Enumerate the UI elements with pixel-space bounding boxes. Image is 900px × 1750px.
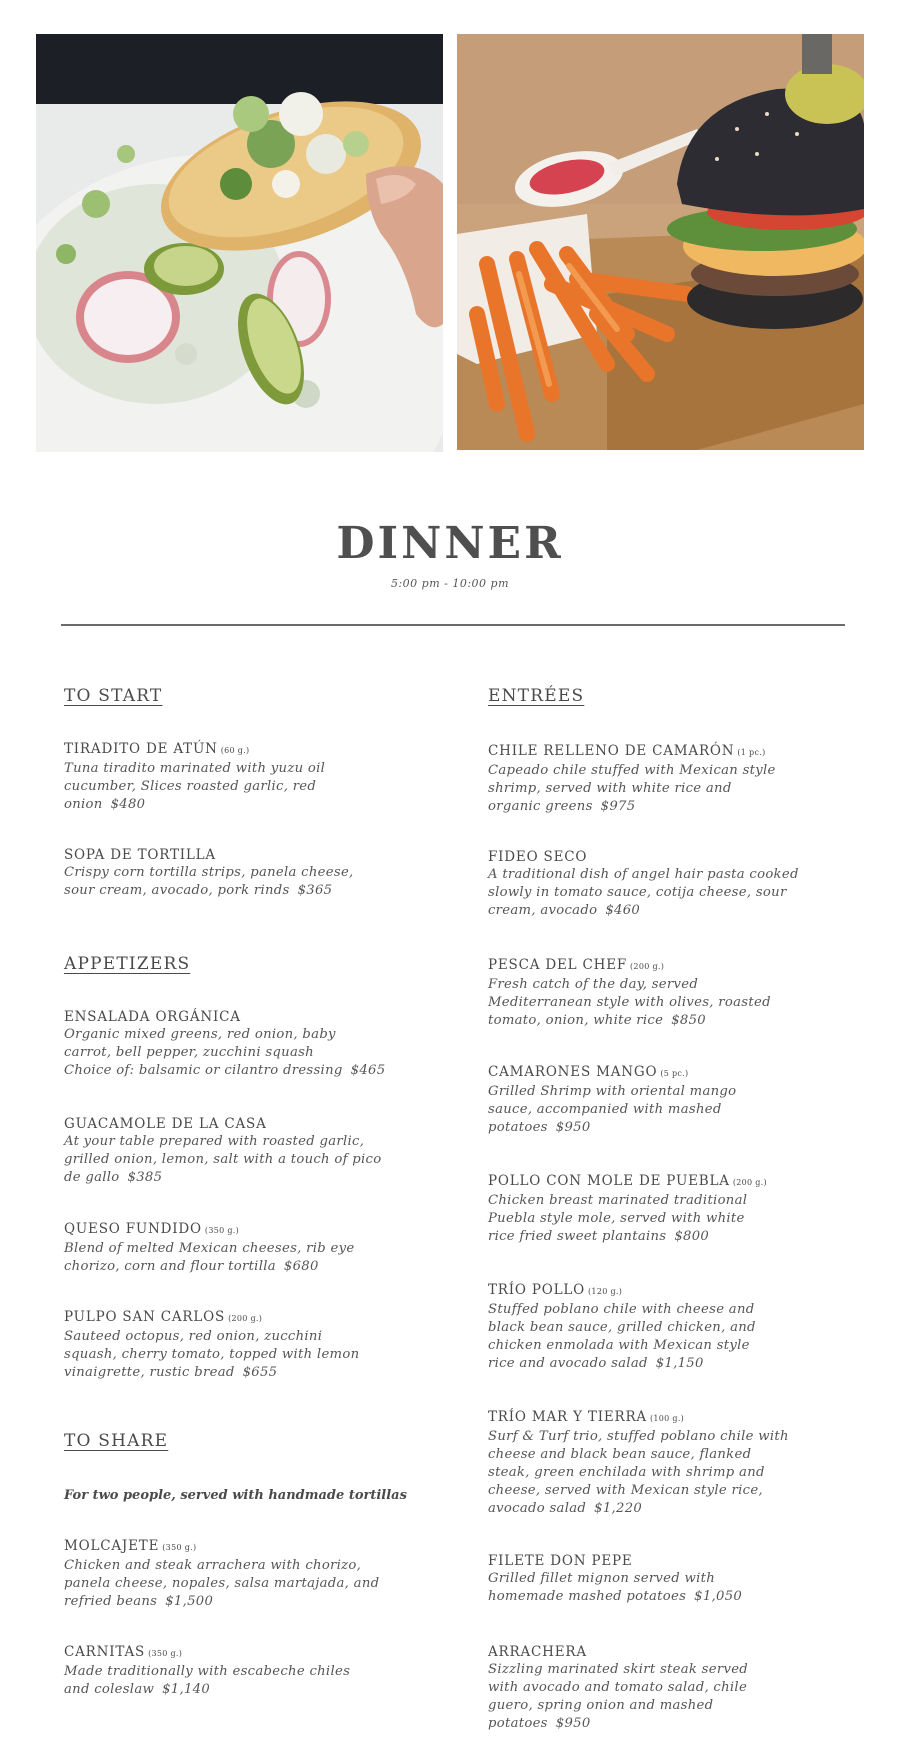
item-name: CHILE RELLENO DE CAMARÓN <box>488 743 735 759</box>
menu-item <box>64 1643 350 1699</box>
item-desc-line: Sauteed octopus, red onion, zucchini <box>64 1329 323 1344</box>
item-desc-line: Chicken and steak arrachera with chorizo, <box>64 1558 362 1573</box>
menu-item <box>64 1220 354 1276</box>
item-desc-line: cucumber, Slices roasted garlic, red <box>64 779 317 794</box>
tostada-photo <box>36 34 443 452</box>
item-portion: (5 pc.) <box>660 1069 689 1078</box>
item-desc-line: Fresh catch of the day, served <box>488 977 699 992</box>
item-price: $800 <box>674 1229 710 1244</box>
item-desc-line: chicken enmolada with Mexican style <box>488 1338 750 1353</box>
section-title-to-start: TO START <box>64 686 163 706</box>
item-price: $1,500 <box>165 1594 214 1609</box>
burger-photo <box>457 34 864 450</box>
menu-item <box>488 1643 748 1733</box>
item-desc-line: Blend of melted Mexican cheeses, rib eye <box>64 1241 355 1256</box>
item-desc-line: Grilled Shrimp with oriental mango <box>488 1084 737 1099</box>
item-portion: (60 g.) <box>220 746 250 755</box>
item-desc-line: Sizzling marinated skirt steak served <box>488 1662 749 1677</box>
item-name: FIDEO SECO <box>488 849 588 865</box>
item-price: $975 <box>600 799 636 814</box>
item-desc-line: rice fried sweet plantains <box>488 1229 667 1244</box>
item-desc-line: At your table prepared with roasted garlic, <box>64 1134 365 1149</box>
menu-item <box>64 740 325 814</box>
section-title-to-share: TO SHARE <box>64 1431 169 1451</box>
item-price: $850 <box>671 1013 706 1028</box>
section-appetizers <box>64 954 190 974</box>
menu-header <box>0 516 900 590</box>
item-desc-line: homemade mashed potatoes <box>488 1589 687 1604</box>
item-desc-line: Organic mixed greens, red onion, baby <box>64 1027 336 1042</box>
item-portion: (350 g.) <box>148 1649 183 1658</box>
item-desc-line: de gallo <box>64 1170 120 1185</box>
to-share-note <box>64 1488 407 1503</box>
item-price: $460 <box>605 903 641 918</box>
item-desc-line: Capeado chile stuffed with Mexican style <box>488 763 776 778</box>
item-name: FILETE DON PEPE <box>488 1553 633 1569</box>
item-desc-line: cheese, served with Mexican style rice, <box>488 1483 763 1498</box>
menu-item <box>64 846 354 900</box>
item-desc-line: and coleslaw <box>64 1682 155 1697</box>
menu-hours: 5:00 pm - 10:00 pm <box>390 577 510 590</box>
item-name: QUESO FUNDIDO <box>64 1221 202 1237</box>
item-desc-line: shrimp, served with white rice and <box>488 781 732 796</box>
menu-item <box>64 1115 381 1187</box>
item-name: TIRADITO DE ATÚN <box>64 741 218 757</box>
item-desc-line: Grilled fillet mignon served with <box>488 1571 716 1586</box>
item-price: $1,050 <box>694 1589 743 1604</box>
item-desc-line: potatoes <box>488 1716 548 1731</box>
item-desc-line: grilled onion, lemon, salt with a touch of pico <box>64 1152 382 1167</box>
item-name: PULPO SAN CARLOS <box>64 1309 226 1325</box>
section-title-appetizers: APPETIZERS <box>64 954 191 974</box>
item-desc-line: cheese and black bean sauce, flanked <box>488 1447 752 1462</box>
section-title-entrees: ENTRÉES <box>488 686 585 706</box>
item-price: $465 <box>350 1063 386 1078</box>
item-portion: (100 g.) <box>649 1414 685 1423</box>
section-to-share <box>64 1431 168 1451</box>
item-price: $1,150 <box>655 1356 704 1371</box>
item-desc-line: Crispy corn tortilla strips, panela cheese, <box>64 865 354 880</box>
item-desc-line: black bean sauce, grilled chicken, and <box>488 1320 756 1335</box>
item-portion: (200 g.) <box>228 1314 263 1323</box>
item-name: ARRACHERA <box>488 1644 587 1660</box>
menu-item <box>64 1308 359 1382</box>
item-desc-line: Tuna tiradito marinated with yuzu oil <box>64 761 326 776</box>
item-price: $680 <box>283 1259 319 1274</box>
item-name: CAMARONES MANGO <box>488 1064 658 1080</box>
header-divider <box>61 624 845 626</box>
item-desc-line: squash, cherry tomato, topped with lemon <box>64 1347 360 1362</box>
item-desc-line: Made traditionally with escabeche chiles <box>64 1664 351 1679</box>
item-portion: (120 g.) <box>588 1287 623 1296</box>
item-desc-line: slowly in tomato sauce, cotija cheese, sour <box>488 885 787 900</box>
menu-title: DINNER <box>336 518 564 569</box>
item-price: $1,220 <box>594 1501 643 1516</box>
item-desc-line: Mediterranean style with olives, roasted <box>488 995 771 1010</box>
item-name: TRÍO MAR Y TIERRA <box>488 1409 647 1425</box>
item-name: TRÍO POLLO <box>488 1282 586 1298</box>
item-desc-line: panela cheese, nopales, salsa martajada, and <box>64 1576 380 1591</box>
menu-item <box>488 848 799 920</box>
section-to-start <box>64 686 162 706</box>
to-share-note-text: For two people, served with handmade tortillas <box>64 1488 407 1503</box>
item-name: GUACAMOLE DE LA CASA <box>64 1116 267 1132</box>
item-desc-line: Stuffed poblano chile with cheese and <box>488 1302 755 1317</box>
item-desc-line: organic greens <box>488 799 593 814</box>
item-desc-line: rice and avocado salad <box>488 1356 648 1371</box>
menu-item <box>64 1537 379 1611</box>
item-desc-line: onion <box>64 797 103 812</box>
item-desc-line: carrot, bell pepper, zucchini squash <box>64 1045 314 1060</box>
section-entrees <box>488 686 584 706</box>
menu-item <box>488 1552 742 1606</box>
item-name: ENSALADA ORGÁNICA <box>64 1009 241 1025</box>
item-price: $950 <box>555 1120 591 1135</box>
item-desc-line: cream, avocado <box>488 903 598 918</box>
item-desc-line: tomato, onion, white rice <box>488 1013 664 1028</box>
item-desc-line: potatoes <box>488 1120 548 1135</box>
item-price: $480 <box>110 797 146 812</box>
item-name: POLLO CON MOLE DE PUEBLA <box>488 1173 730 1189</box>
item-desc-line: guero, spring onion and mashed <box>488 1698 714 1713</box>
item-desc-line: Puebla style mole, served with white <box>488 1211 745 1226</box>
item-desc-line: vinaigrette, rustic bread <box>64 1365 235 1380</box>
menu-item <box>488 1281 756 1373</box>
item-name: CARNITAS <box>64 1644 146 1660</box>
item-portion: (200 g.) <box>732 1178 767 1187</box>
item-desc-line: Chicken breast marinated traditional <box>488 1193 748 1208</box>
item-portion: (350 g.) <box>204 1226 240 1235</box>
menu-item <box>488 1408 789 1518</box>
item-name: MOLCAJETE <box>64 1538 160 1554</box>
item-price: $1,140 <box>162 1682 211 1697</box>
menu-item <box>488 1172 767 1246</box>
item-desc-line: avocado salad <box>488 1501 587 1516</box>
item-desc-line: Choice of: balsamic or cilantro dressing <box>64 1063 343 1078</box>
menu-item <box>488 1063 736 1137</box>
item-desc-line: steak, green enchilada with shrimp and <box>488 1465 765 1480</box>
item-portion: (200 g.) <box>630 962 665 971</box>
item-desc-line: A traditional dish of angel hair pasta cooked <box>488 867 799 882</box>
menu-item <box>488 956 771 1030</box>
menu-item <box>64 1008 385 1080</box>
item-portion: (350 g.) <box>162 1543 197 1552</box>
item-price: $950 <box>555 1716 591 1731</box>
item-desc-line: with avocado and tomato salad, chile <box>488 1680 748 1695</box>
item-price: $365 <box>297 883 333 898</box>
item-price: $385 <box>127 1170 163 1185</box>
item-name: PESCA DEL CHEF <box>488 957 628 973</box>
item-desc-line: sour cream, avocado, pork rinds <box>64 883 290 898</box>
menu-item <box>488 742 776 816</box>
item-desc-line: Surf & Turf trio, stuffed poblano chile with <box>488 1429 789 1444</box>
item-desc-line: chorizo, corn and flour tortilla <box>64 1259 276 1274</box>
item-desc-line: refried beans <box>64 1594 158 1609</box>
item-name: SOPA DE TORTILLA <box>64 847 216 863</box>
item-portion: (1 pc.) <box>737 748 766 757</box>
item-price: $655 <box>242 1365 278 1380</box>
item-desc-line: sauce, accompanied with mashed <box>488 1102 722 1117</box>
